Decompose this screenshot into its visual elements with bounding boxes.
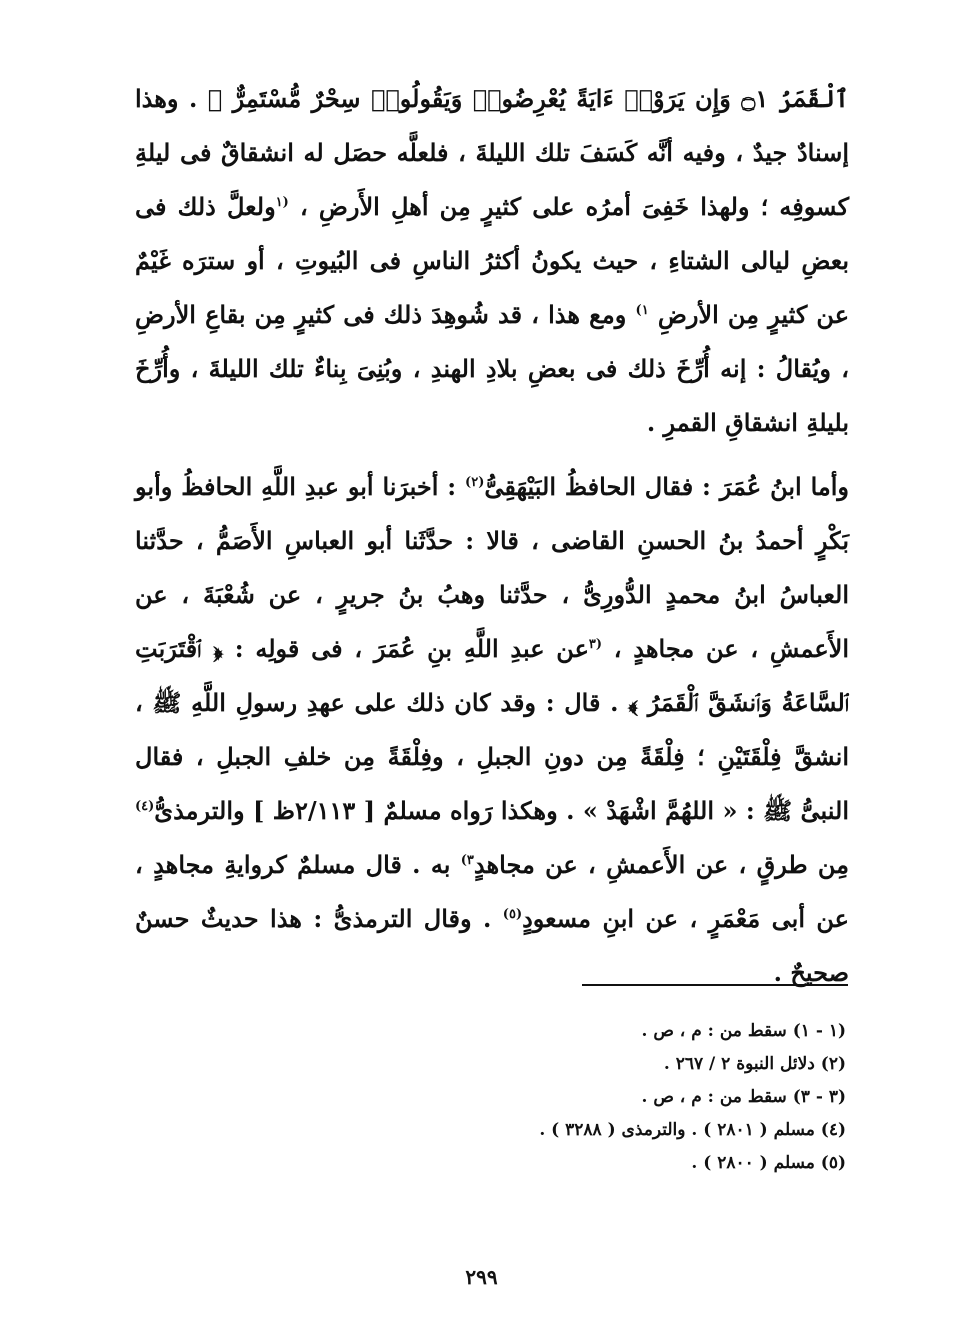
text-segment: عن عبدِ اللَّهِ بنِ عُمَرَ ، فى قولِه :	[234, 634, 589, 663]
text-segment: مِن طرقٍ ، عن الأَعمشِ ، عن مجاهدٍ	[473, 850, 850, 879]
text-segment: وأما ابنُ عُمَرَ : فقال الحافظُ البَيْهَقِىُّ	[484, 472, 850, 501]
text-segment: : أخبرَنا أبو عبدِ اللَّهِ الحافظُ وأبو بَكْرٍ أحمدُ بنُ الحسنِ القاضى ، قالا : حدَّثَنا أبو العباسِ الأَصَمُّ ، حدَّثنا العباسُ ابنُ محمدٍ الدُّورِىُّ ، حدَّثنا وهبُ بنُ جريرٍ ، عن شُعْبَةَ ، عن الأَعمشِ ، عن مجاهدٍ ،	[135, 472, 849, 663]
paragraph-2	[135, 460, 849, 1000]
footnotes	[500, 1015, 846, 1180]
text-segment: به . قال مسلمٌ كروايةِ مجاهدٍ ، عن أبى مَعْمَرٍ ، عن ابنِ مسعودٍ	[135, 850, 849, 933]
footnote-marker: ٣)	[460, 853, 474, 868]
main-text	[135, 72, 849, 1000]
quran-verse: ٱلْقَمَرُ ۝١ وَإِن يَرَوْا۟ ءَايَةً يُعْرِضُوا۟ وَيَقُولُوا۟ سِحْرٌ مُّسْتَمِرٌّ ﴾	[207, 84, 849, 113]
footnote-marker: ١)	[635, 303, 649, 318]
paragraph-1	[135, 72, 849, 450]
footnote-marker: (٥)	[502, 907, 523, 922]
footnote-item: (٢) دلائل النبوة ٢ / ٢٦٧ .	[663, 1054, 846, 1074]
page-number: ٢٩٩	[465, 1265, 498, 1289]
footnote-marker: (٤)	[135, 799, 155, 814]
text-segment: ولعلَّ ذلك فى بعضِ ليالى الشتاءِ ، حيث يكونُ أكثرُ الناسِ فى البُيوتِ ، أو سترَه غَيْمٌ عن كثيرٍ مِن الأرضِ	[135, 192, 850, 329]
footnote-item: (٣ - ٣) سقط من : م ، ص .	[641, 1087, 846, 1107]
text-segment: . قال : وقد كان ذلك على عهدِ رسولِ اللَّهِ ﷺ ، انشقَّ فِلْقَتَيْنِ ؛ فِلْقَةً مِن دونِ الجبلِ ، وفِلْقَةً مِن خلفِ الجبلِ ، فقال النبىُّ ﷺ : « اللهُمَّ اشْهَدْ » . وهكذا رَواه مسلمٌ [ ٢/١١٣ظ ] والترمذىُّ	[135, 688, 849, 825]
quran-verse: ﴿ ٱقْتَرَبَتِ ٱلسَّاعَةُ وَٱنشَقَّ ٱلْقَمَرُ ﴾	[135, 634, 849, 717]
text-segment: . وقال الترمذىُّ : هذا حديثٌ حسنٌ صحيحٌ .	[135, 904, 849, 987]
footnote-item: (٥) مسلم ( ٢٨٠٠ ) .	[691, 1153, 846, 1173]
text-segment: ومع هذا ، قد شُوهِدَ ذلك فى كثيرٍ مِن بقاعِ الأرضِ ، ويُقالُ : إنه أُرِّخَ ذلك فى بعضِ بلادِ الهندِ ، وبُنِىَ بِناءٌ تلك الليلةَ ، وأُرِّخَ بليلةِ انشقاقِ القمرِ .	[135, 300, 849, 437]
footnote-divider	[582, 984, 848, 986]
footnote-marker: (١	[275, 195, 289, 210]
footnote-item: (٤) مسلم ( ٢٨٠١ ) . والترمذى ( ٣٢٨٨ ) .	[539, 1120, 846, 1140]
footnote-marker: (٢)	[465, 475, 485, 490]
footnote-item: (١ - ١) سقط من : م ، ص .	[641, 1021, 846, 1041]
footnote-marker: (٣	[588, 637, 603, 652]
text-segment: . وهذا إسنادٌ جيدٌ ، وفيه أنَّه كَسَفَ تلك الليلةَ ، فلعلَّه حصَل له انشقاقٌ فى ليلةِ كسوفِه ؛ ولهذا خَفِىَ أمرُه على كثيرٍ مِن أهلِ الأَرضِ ،	[135, 84, 849, 221]
